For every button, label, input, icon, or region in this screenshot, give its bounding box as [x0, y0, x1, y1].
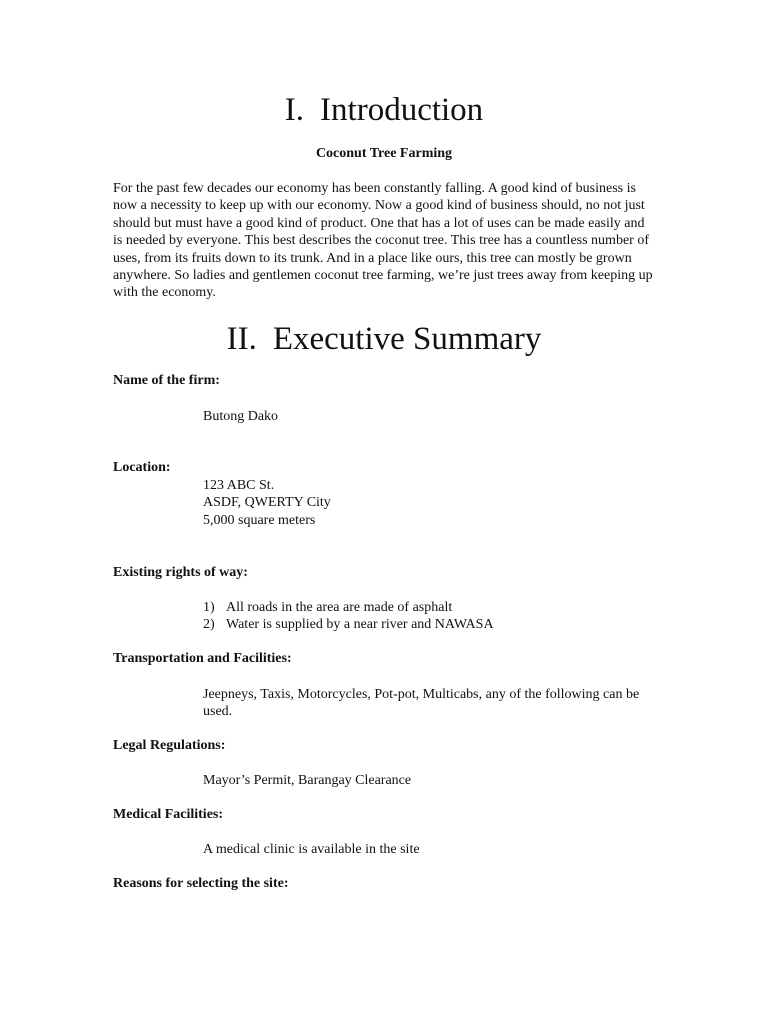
- section-title: Executive Summary: [272, 321, 542, 357]
- medical-facilities-value: A medical clinic is available in the site: [203, 842, 420, 857]
- location-label: Location:: [113, 460, 171, 475]
- rights-of-way-label: Existing rights of way:: [113, 565, 248, 580]
- list-item-text: Water is supplied by a near river and NAWASA: [226, 617, 494, 633]
- firm-name-value: Butong Dako: [203, 409, 279, 424]
- list-item: [203, 599, 494, 616]
- location-address: [203, 477, 331, 529]
- transportation-label: Transportation and Facilities:: [113, 651, 292, 666]
- section-number: II.: [226, 321, 257, 357]
- section-heading-introduction: [0, 91, 768, 129]
- legal-regulations-label: Legal Regulations:: [113, 738, 226, 753]
- location-line: ASDF, QWERTY City: [203, 495, 331, 511]
- location-line: 5,000 square meters: [203, 512, 316, 528]
- section-title: Introduction: [320, 92, 484, 128]
- transportation-value: Jeepneys, Taxis, Motorcycles, Pot-pot, Multicabs, any of the following can be used.: [203, 687, 640, 720]
- list-item-text: All roads in the area are made of asphalt: [226, 600, 453, 615]
- firm-name-label: Name of the firm:: [113, 373, 220, 388]
- location-line: 123 ABC St.: [203, 478, 275, 493]
- list-item-number: 2): [203, 617, 215, 633]
- site-reasons-label: Reasons for selecting the site:: [113, 876, 289, 891]
- medical-facilities-label: Medical Facilities:: [113, 807, 224, 822]
- legal-regulations-value: Mayor’s Permit, Barangay Clearance: [203, 773, 412, 788]
- rights-of-way-list: [203, 599, 494, 634]
- intro-paragraph: For the past few decades our economy has been constantly falling. A good kind of business is now a necessity to keep up with our economy. Now a good kind of business should, no not just should but must have a good kind of product. One that has a lot of uses can be made easily and is needed by everyone. This best describes the coconut tree. This tree has a countless number of uses, from its fruits down to its trunk. And in a place like ours, this tree can mostly be grown anywhere. So ladies and gentlemen coconut tree farming, we’re just trees away from keeping up with the economy.: [113, 181, 653, 301]
- section-heading-executive-summary: [0, 320, 768, 358]
- list-item: [203, 616, 494, 633]
- section-number: I.: [284, 92, 305, 128]
- list-item-number: 1): [203, 600, 215, 615]
- document-subtitle: Coconut Tree Farming: [315, 146, 453, 161]
